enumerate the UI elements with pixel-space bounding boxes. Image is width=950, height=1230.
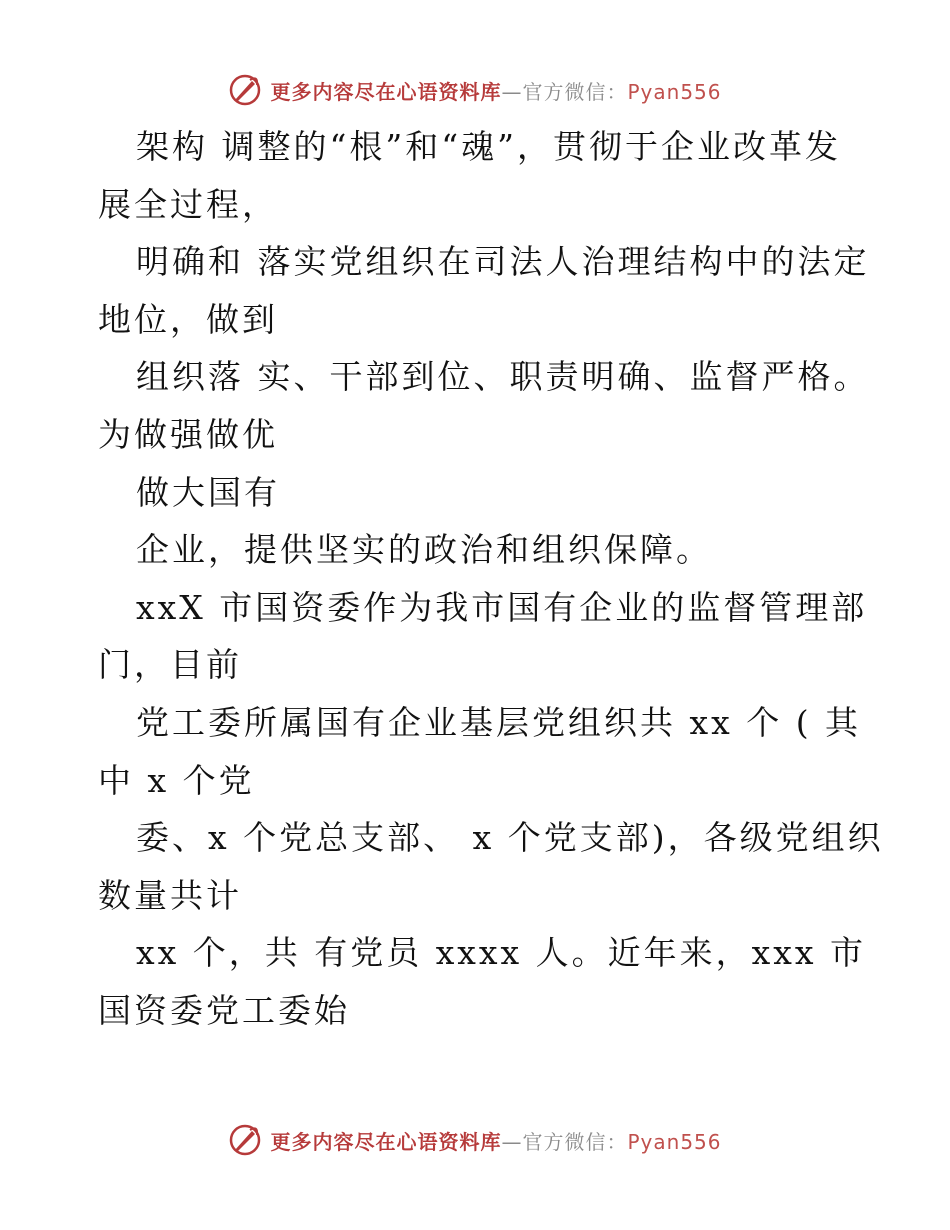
quill-pen-logo-icon [228, 73, 262, 107]
banner-text [270, 1126, 721, 1155]
text-line: 门，目前 [98, 645, 242, 685]
document-body [98, 118, 884, 1040]
text-line: 企业，提供坚实的政治和组织保障。 [136, 530, 712, 570]
banner-brand: 更多内容尽在心语资料库 [270, 79, 502, 104]
text-line: 地位，做到 [98, 299, 278, 339]
banner-wechat-label: 官方微信： [522, 1129, 628, 1154]
text-line: xx 个，共 有党员 xxxx 人。近年来，xxx 市 [136, 933, 866, 973]
text-line: 委、x 个党总支部、 x 个党支部)，各级党组织 [136, 818, 884, 858]
text-line: 中 x 个党 [98, 760, 255, 800]
text-line: 党工委所属国有企业基层党组织共 xx 个 ( 其 [136, 702, 862, 742]
banner-separator: — [501, 79, 523, 104]
banner-text [270, 76, 721, 105]
banner-wechat-id: Pyan556 [627, 79, 722, 104]
banner-wechat-id: Pyan556 [627, 1129, 722, 1154]
text-line: 展全过程， [98, 184, 278, 224]
banner-separator: — [501, 1129, 523, 1154]
text-line: 国资委党工委始 [98, 990, 350, 1030]
text-line: 架构 调整的“根”和“魂”，贯彻于企业改革发 [136, 127, 841, 166]
banner-wechat-label: 官方微信： [522, 79, 628, 104]
text-line: xxX 市国资委作为我市国有企业的监督管理部 [136, 587, 868, 627]
quill-pen-logo-icon [228, 1123, 262, 1157]
banner-brand: 更多内容尽在心语资料库 [270, 1129, 502, 1154]
header-banner [0, 70, 950, 110]
text-line: 组织落 实、干部到位、职责明确、监督严格。 [136, 357, 870, 397]
text-line: 为做强做优 [98, 414, 278, 454]
text-line: 做大国有 [136, 472, 280, 512]
footer-banner [0, 1120, 950, 1160]
text-line: 数量共计 [98, 875, 242, 915]
text-line: 明确和 落实党组织在司法人治理结构中的法定 [136, 242, 870, 282]
